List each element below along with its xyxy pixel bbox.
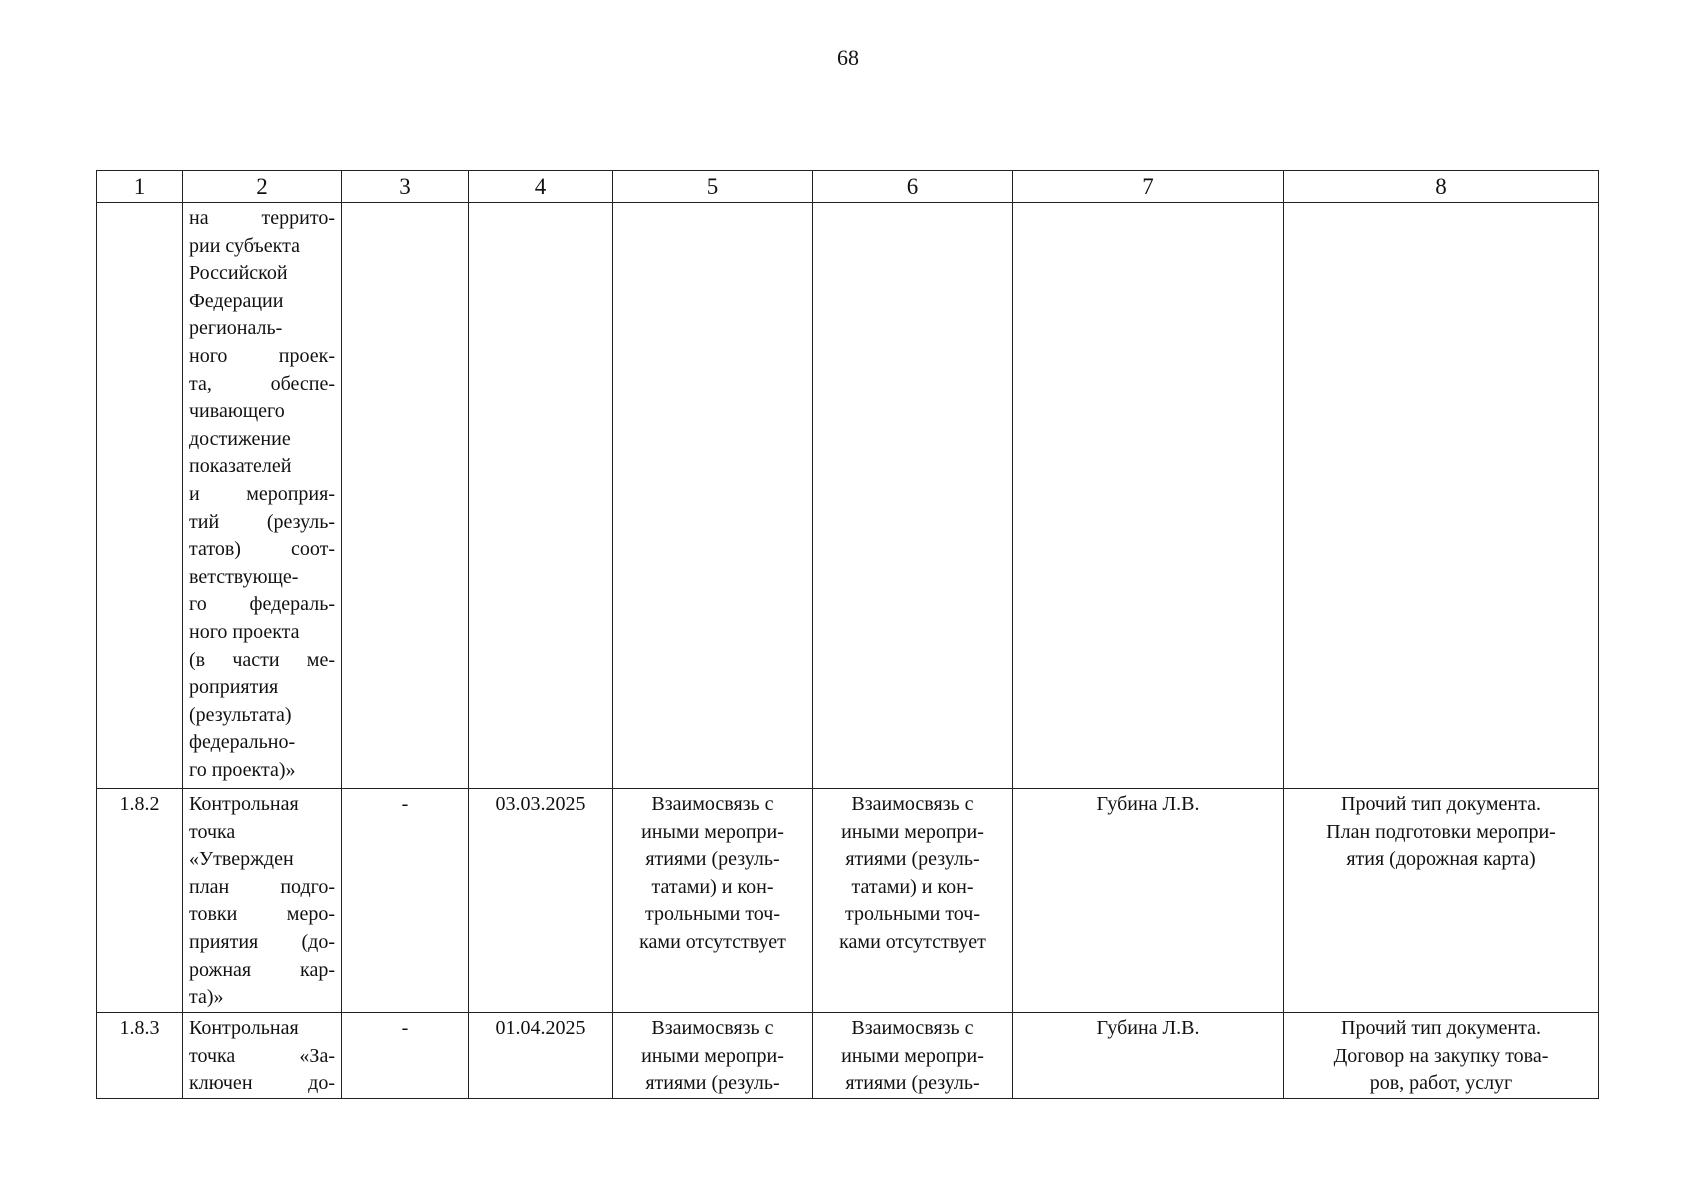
text-line: приятия (до- [189, 930, 335, 953]
text-line: ятиями (резуль- [645, 848, 780, 871]
cell-date [469, 203, 613, 789]
header-col-6: 6 [813, 171, 1013, 203]
text-line: Взаимосвязь с [651, 1017, 774, 1039]
cell-responsible: Губина Л.В. [1013, 789, 1284, 1013]
text-line: ключен до- [189, 1072, 335, 1095]
text-line: ятия (дорожная карта) [1346, 848, 1536, 871]
text-line: на террито- [189, 207, 335, 229]
text-line: достижение [189, 427, 291, 450]
header-col-2: 2 [183, 171, 342, 203]
text-line: та)» [189, 986, 224, 1009]
text-line: план подго- [189, 875, 335, 898]
text-line: Взаимосвязь с [851, 793, 974, 815]
header-col-3: 3 [342, 171, 469, 203]
text-line: Прочий тип документа. [1341, 793, 1541, 815]
text-line: чивающего [189, 400, 285, 423]
text-line: ятиями (резуль- [845, 848, 980, 871]
text-line: трольными точ- [845, 903, 980, 926]
text-line: Федерации [189, 289, 284, 312]
text-line: иными меропри- [841, 820, 984, 843]
cell-name [183, 1013, 342, 1099]
text-line: точка «За- [189, 1044, 335, 1067]
text-line: Прочий тип документа. [1341, 1017, 1541, 1039]
cell-col5 [613, 1013, 813, 1099]
cell-col6 [813, 789, 1013, 1013]
text-line: ного проекта [189, 620, 300, 643]
cell-col3: - [342, 1013, 469, 1099]
header-col-5: 5 [613, 171, 813, 203]
text-line: тий (резуль- [189, 510, 335, 533]
text-line: Контрольная [189, 793, 299, 815]
cell-date: 01.04.2025 [469, 1013, 613, 1099]
text-line: трольными точ- [645, 903, 780, 926]
header-col-8: 8 [1284, 171, 1599, 203]
cell-col5 [613, 203, 813, 789]
text-line: рожная кар- [189, 958, 335, 981]
cell-number: 1.8.2 [97, 789, 183, 1013]
text-line: «Утвержден [189, 848, 294, 871]
text-line: Контрольная [189, 1017, 299, 1039]
header-col-7: 7 [1013, 171, 1284, 203]
text-line: (в части ме- [189, 648, 335, 671]
text-line: региональ- [189, 317, 283, 340]
text-line: го проекта)» [189, 758, 296, 781]
cell-date: 03.03.2025 [469, 789, 613, 1013]
table-row-1-8-3 [97, 1013, 1599, 1099]
text-line: ятиями (резуль- [845, 1072, 980, 1095]
plan-table [96, 170, 1599, 1099]
header-col-4: 4 [469, 171, 613, 203]
table-row-continuation [97, 203, 1599, 789]
cell-col8 [1284, 203, 1599, 789]
text-line: татов) соот- [189, 538, 335, 561]
cell-name [183, 789, 342, 1013]
text-line: рии субъекта [189, 234, 300, 257]
cell-responsible: Губина Л.В. [1013, 1013, 1284, 1099]
header-col-1: 1 [97, 171, 183, 203]
text-line: татами) и кон- [851, 875, 974, 898]
page-number: 68 [837, 45, 859, 70]
text-line: и мероприя- [189, 482, 335, 505]
header-row [97, 171, 1599, 203]
table-row-1-8-2 [97, 789, 1599, 1013]
cell-number: 1.8.3 [97, 1013, 183, 1099]
text-line: ками отсутствует [639, 930, 786, 953]
text-line: ятиями (резуль- [645, 1072, 780, 1095]
cell-col3 [342, 203, 469, 789]
cell-col5 [613, 789, 813, 1013]
text-line: (результата) [189, 703, 292, 726]
cell-responsible [1013, 203, 1284, 789]
cell-col8 [1284, 1013, 1599, 1099]
text-line: ками отсутствует [839, 930, 986, 953]
cell-name [183, 203, 342, 789]
text-line: ветствующе- [189, 565, 299, 588]
text-line: та, обеспе- [189, 372, 335, 395]
text-line: Договор на закупку това- [1333, 1044, 1549, 1067]
text-line: иными меропри- [841, 1044, 984, 1067]
text-line: роприятия [189, 676, 279, 699]
text-line: Российской [189, 262, 288, 285]
cell-col6 [813, 1013, 1013, 1099]
text-line: точка [189, 820, 236, 843]
text-line: показателей [189, 455, 292, 478]
text-line: План подготовки меропри- [1326, 820, 1556, 843]
cell-col3: - [342, 789, 469, 1013]
text-line: Взаимосвязь с [651, 793, 774, 815]
text-line: иными меропри- [641, 820, 784, 843]
text-line: татами) и кон- [651, 875, 774, 898]
cell-col8 [1284, 789, 1599, 1013]
text-line: федерально- [189, 731, 296, 754]
text-line: иными меропри- [641, 1044, 784, 1067]
text-line: товки меро- [189, 903, 335, 926]
cell-number [97, 203, 183, 789]
text-line: Взаимосвязь с [851, 1017, 974, 1039]
text-line: ров, работ, услуг [1369, 1072, 1513, 1095]
text-line: го федераль- [189, 593, 335, 616]
cell-col6 [813, 203, 1013, 789]
text-line: ного проек- [189, 344, 335, 367]
